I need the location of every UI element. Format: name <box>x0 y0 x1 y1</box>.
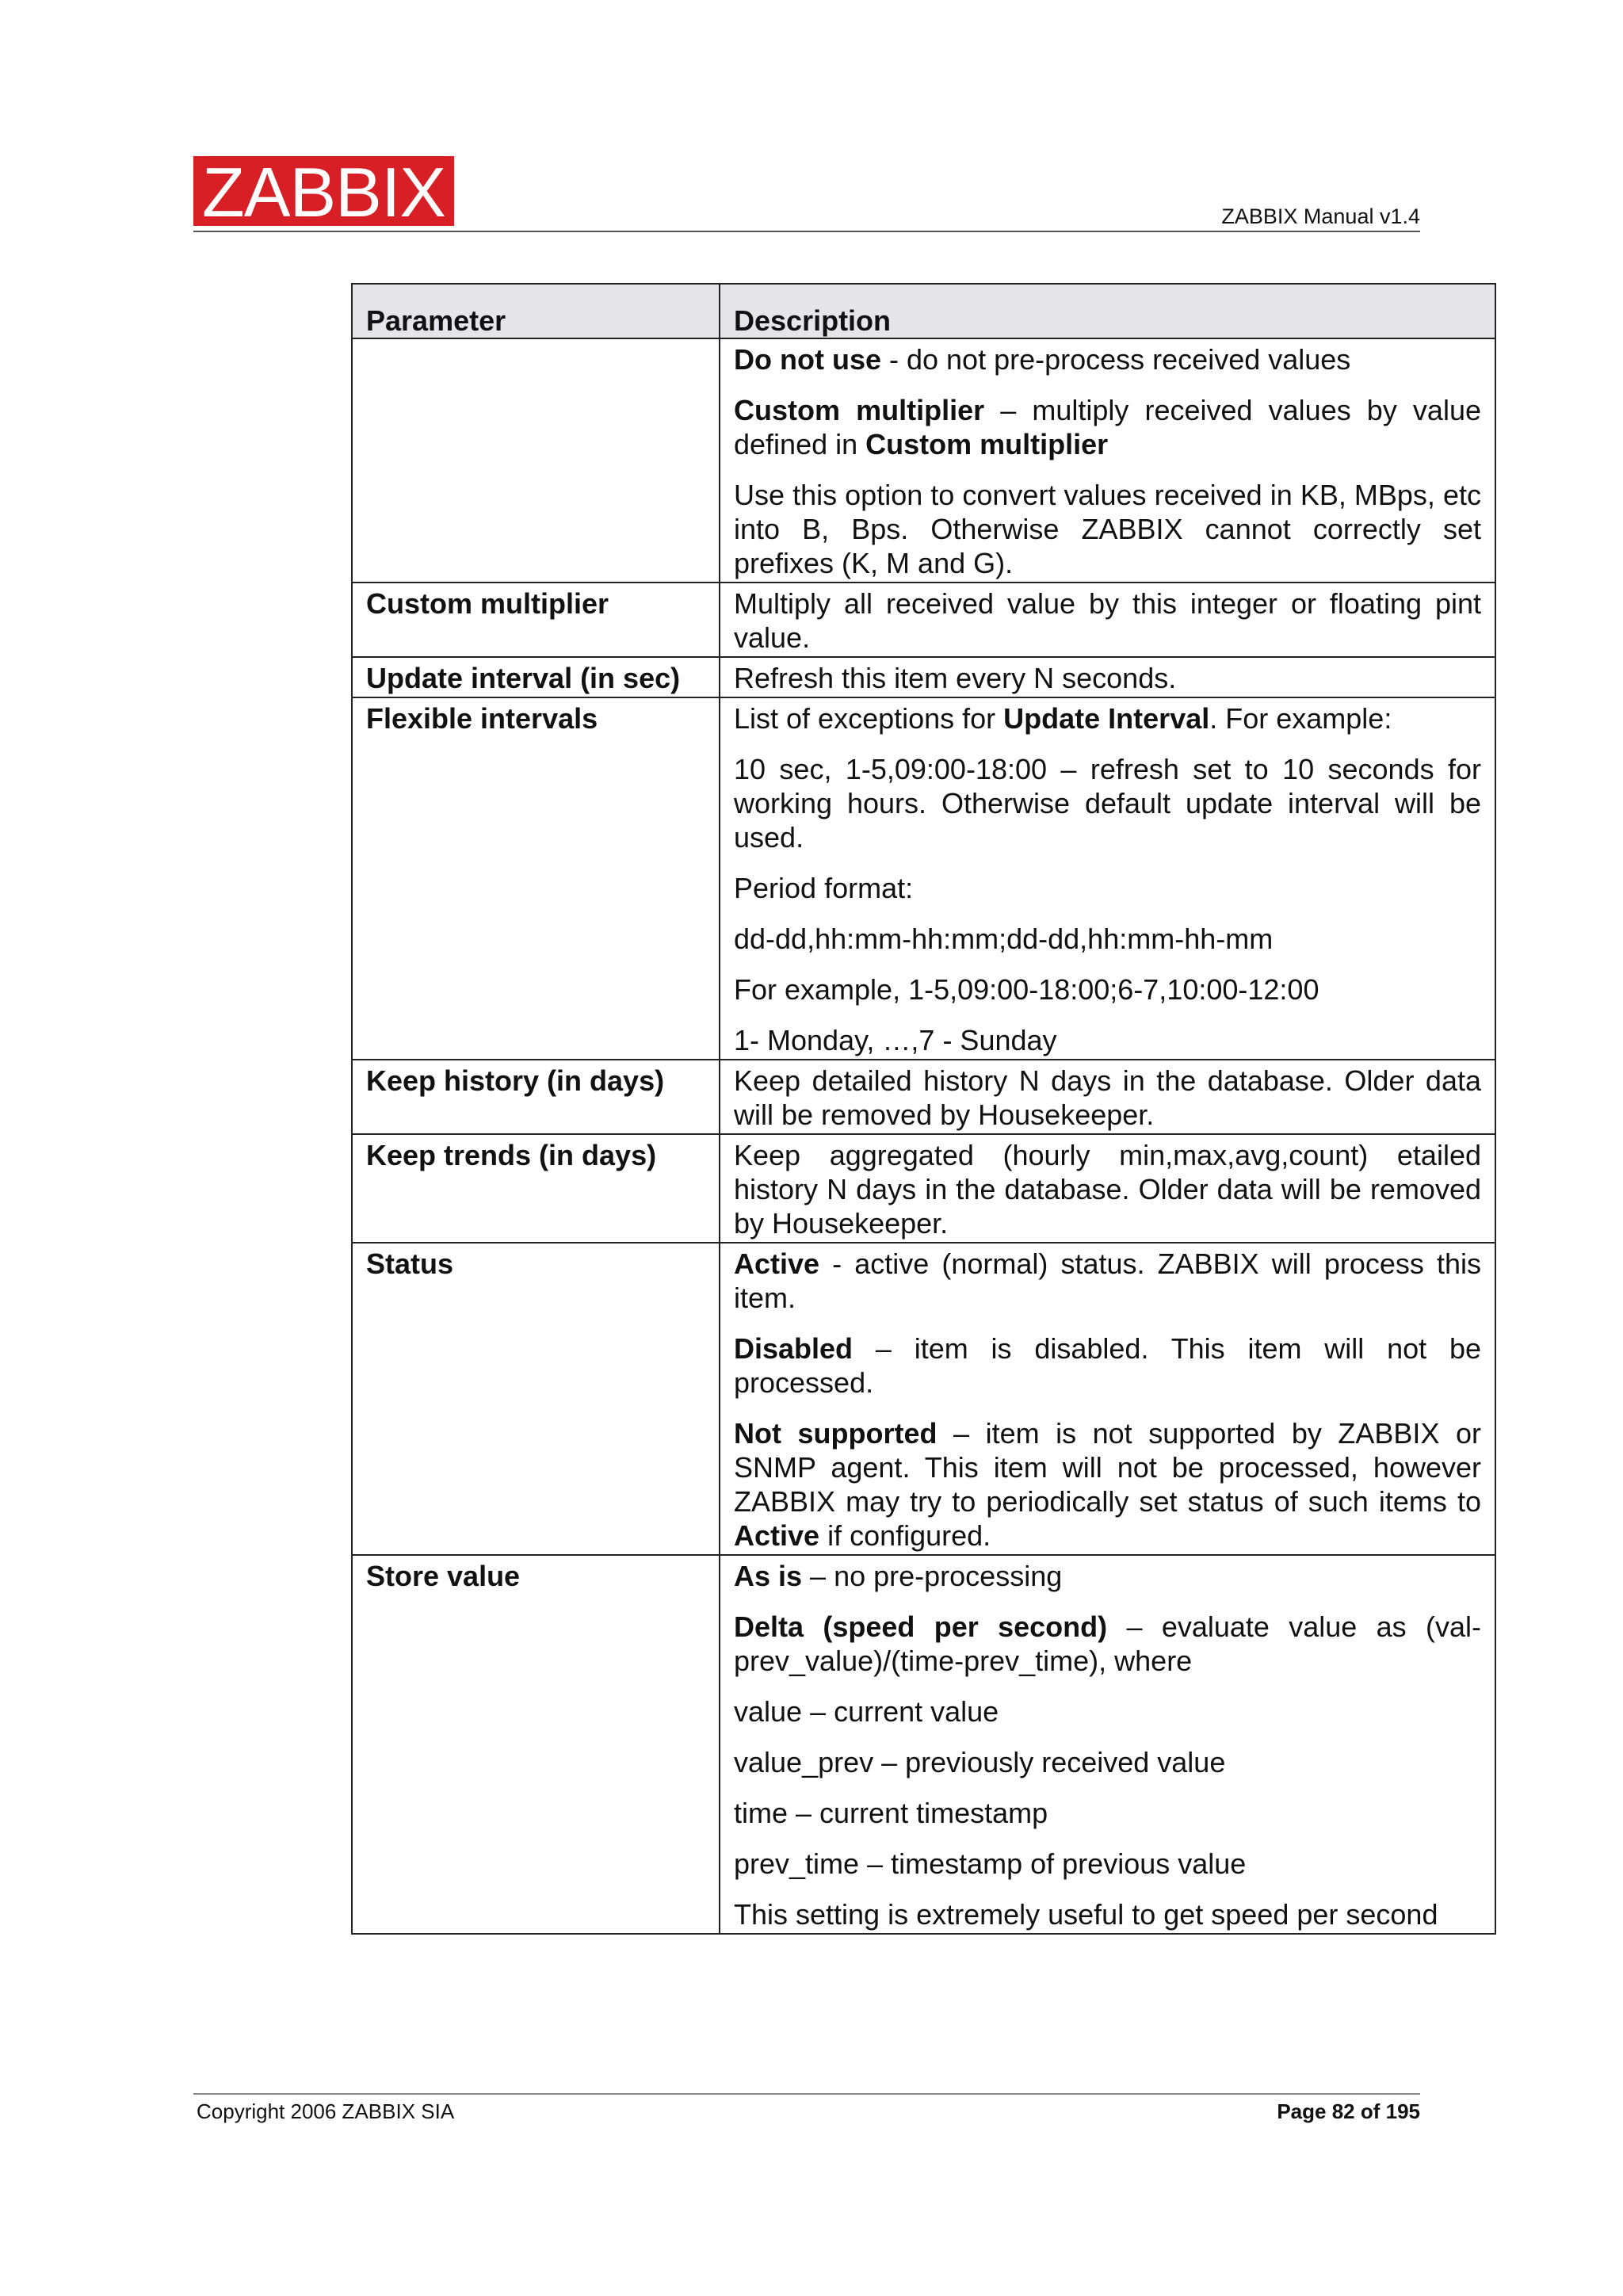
bold-term: Custom multiplier <box>734 394 985 426</box>
description-text: value_prev – previously received value <box>734 1746 1226 1778</box>
description-paragraph <box>734 342 1481 376</box>
description-paragraph <box>734 1745 1481 1779</box>
parameter-description <box>720 583 1495 657</box>
description-paragraph <box>734 661 1481 695</box>
parameter-description <box>720 657 1495 697</box>
description-text: . For example: <box>1209 702 1392 735</box>
description-text: - do not pre-process received values <box>881 343 1351 376</box>
parameter-description <box>720 1555 1495 1934</box>
parameter-table <box>351 283 1496 1935</box>
parameter-description <box>720 338 1495 583</box>
column-header-parameter: Parameter <box>352 284 720 338</box>
description-paragraph <box>734 1610 1481 1678</box>
parameter-description <box>720 697 1495 1060</box>
header-divider <box>193 231 1420 232</box>
bold-term: Not supported <box>734 1417 938 1450</box>
bold-term: Update Interval <box>1003 702 1210 735</box>
zabbix-logo: ZABBIX <box>193 156 454 226</box>
description-text: Multiply all received value by this integer or floating pint value. <box>734 587 1481 654</box>
description-text: List of exceptions for <box>734 702 1004 735</box>
description-paragraph <box>734 1331 1481 1400</box>
description-paragraph <box>734 1247 1481 1315</box>
description-text: if configured. <box>819 1519 991 1552</box>
description-text: This setting is extremely useful to get speed per second <box>734 1898 1438 1931</box>
description-text: value – current value <box>734 1695 999 1728</box>
description-paragraph <box>734 701 1481 735</box>
description-text: - active (normal) status. ZABBIX will process this item. <box>734 1247 1481 1314</box>
table-row <box>352 697 1495 1060</box>
description-text: For example, 1-5,09:00-18:00;6-7,10:00-12:00 <box>734 973 1319 1006</box>
description-text: – item is not supported by ZABBIX or SNMP agent. This item will not be processed, however ZABBIX may try to periodically set status of such items to <box>734 1417 1481 1518</box>
bold-term: Disabled <box>734 1332 854 1365</box>
description-text: Use this option to convert values received in KB, MBps, etc into B, Bps. Otherwise ZABBIX cannot correctly set prefixes (K, M and G). <box>734 479 1481 579</box>
description-paragraph <box>734 1023 1481 1057</box>
bold-term: Active <box>734 1519 820 1552</box>
description-text: dd-dd,hh:mm-hh:mm;dd-dd,hh:mm-hh-mm <box>734 923 1274 955</box>
description-paragraph <box>734 586 1481 655</box>
parameter-name: Custom multiplier <box>352 583 720 657</box>
parameter-description <box>720 1243 1495 1555</box>
bold-term: Active <box>734 1247 820 1280</box>
description-text: Refresh this item every N seconds. <box>734 662 1177 694</box>
table-body <box>352 338 1495 1934</box>
copyright-text: Copyright 2006 ZABBIX SIA <box>197 2099 455 2123</box>
description-paragraph <box>734 1064 1481 1132</box>
table-row <box>352 1243 1495 1555</box>
description-text: – no pre-processing <box>802 1560 1063 1592</box>
parameter-description <box>720 1060 1495 1134</box>
description-paragraph <box>734 1796 1481 1830</box>
description-paragraph <box>734 1416 1481 1553</box>
description-text: – multiply received values by value defined in <box>734 394 1481 460</box>
bold-term: Delta (speed per second) <box>734 1610 1108 1643</box>
description-paragraph <box>734 752 1481 854</box>
bold-term: Custom multiplier <box>865 428 1109 460</box>
parameter-description <box>720 1134 1495 1243</box>
description-paragraph <box>734 1694 1481 1729</box>
parameter-name: Keep trends (in days) <box>352 1134 720 1243</box>
description-text: Period format: <box>734 872 914 904</box>
description-paragraph <box>734 393 1481 461</box>
description-text: prev_time – timestamp of previous value <box>734 1847 1247 1880</box>
manual-title: ZABBIX Manual v1.4 <box>1221 204 1420 228</box>
column-header-description: Description <box>720 284 1495 338</box>
table-row <box>352 583 1495 657</box>
table-row <box>352 657 1495 697</box>
description-paragraph <box>734 972 1481 1007</box>
description-paragraph <box>734 1138 1481 1240</box>
description-text: Keep aggregated (hourly min,max,avg,count) etailed history N days in the database. Older data will be removed by Housekeeper. <box>734 1139 1481 1240</box>
description-text: – item is disabled. This item will not be processed. <box>734 1332 1481 1399</box>
bold-term: Do not use <box>734 343 881 376</box>
description-paragraph <box>734 922 1481 956</box>
description-paragraph <box>734 871 1481 905</box>
bold-term: As is <box>734 1560 803 1592</box>
description-text: – evaluate value as (val-prev_value)/(time-prev_time), where <box>734 1610 1482 1677</box>
parameter-name: Status <box>352 1243 720 1555</box>
footer-divider <box>193 2093 1420 2095</box>
description-text: time – current timestamp <box>734 1797 1048 1829</box>
description-text: 10 sec, 1-5,09:00-18:00 – refresh set to 10 seconds for working hours. Otherwise default update interval will be used. <box>734 753 1481 854</box>
parameter-name: Update interval (in sec) <box>352 657 720 697</box>
parameter-name: Store value <box>352 1555 720 1934</box>
table-row <box>352 338 1495 583</box>
description-paragraph <box>734 1559 1481 1593</box>
page-number: Page 82 of 195 <box>1277 2099 1420 2123</box>
description-paragraph <box>734 478 1481 580</box>
parameter-name: Flexible intervals <box>352 697 720 1060</box>
parameter-name <box>352 338 720 583</box>
description-text: Keep detailed history N days in the database. Older data will be removed by Housekeeper. <box>734 1064 1481 1131</box>
table-row <box>352 1134 1495 1243</box>
table-row <box>352 1060 1495 1134</box>
parameter-name: Keep history (in days) <box>352 1060 720 1134</box>
table-row <box>352 1555 1495 1934</box>
description-paragraph <box>734 1897 1481 1931</box>
description-paragraph <box>734 1847 1481 1881</box>
table-header-row <box>352 284 1495 338</box>
description-text: 1- Monday, …,7 - Sunday <box>734 1024 1057 1056</box>
